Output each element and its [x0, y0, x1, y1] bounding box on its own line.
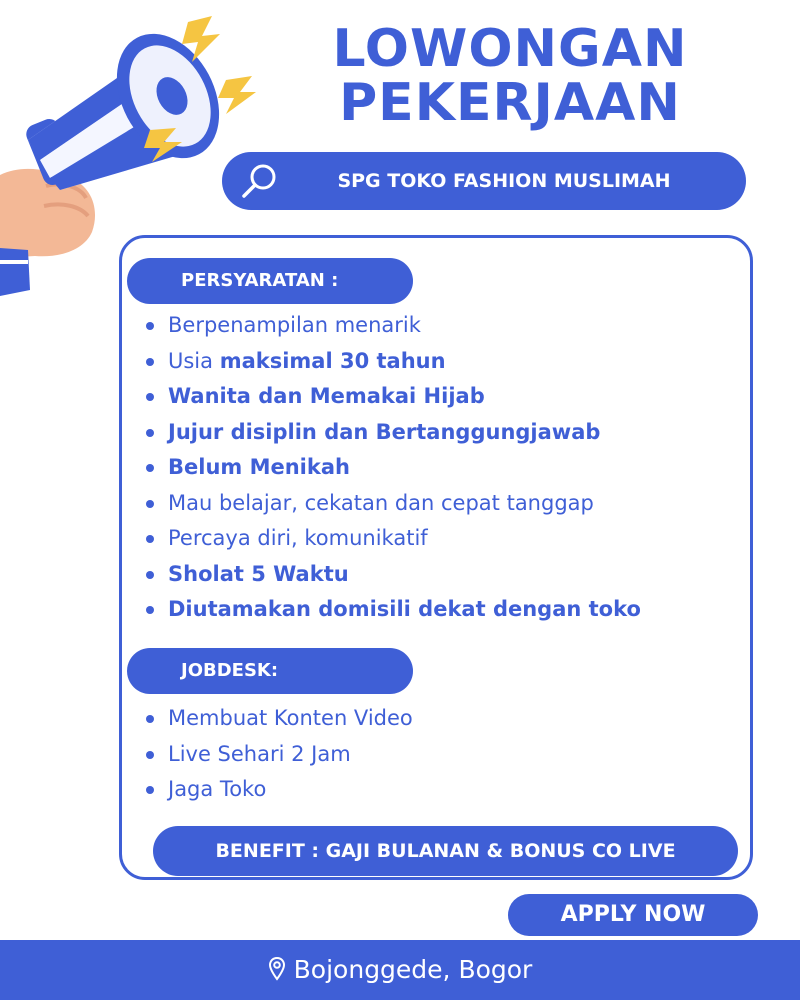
title-line-1: LOWONGAN [332, 19, 688, 79]
jobdesk-item: Jaga Toko [142, 772, 413, 808]
position-title: SPG TOKO FASHION MUSLIMAH [337, 170, 671, 192]
requirement-item [142, 344, 641, 380]
apply-now-button[interactable]: APPLY NOW [508, 894, 758, 936]
requirement-item: Berpenampilan menarik [142, 308, 641, 344]
requirement-item: Jujur disiplin dan Bertanggungjawab [142, 415, 641, 451]
requirement-item: Belum Menikah [142, 450, 641, 486]
requirement-item: Wanita dan Memakai Hijab [142, 379, 641, 415]
requirement-emphasis: maksimal 30 tahun [219, 348, 446, 373]
requirements-list [142, 308, 641, 628]
location-text: Bojonggede, Bogor [293, 955, 533, 984]
requirement-item: Mau belajar, cekatan dan cepat tanggap [142, 486, 641, 522]
jobdesk-item: Membuat Konten Video [142, 701, 413, 737]
requirements-header: PERSYARATAN : [127, 258, 413, 304]
jobdesk-header: JOBDESK: [127, 648, 413, 694]
position-banner [222, 152, 746, 210]
title-line-2: PEKERJAAN [339, 73, 681, 133]
jobdesk-list [142, 701, 413, 808]
location-footer [0, 940, 800, 1000]
search-icon [236, 158, 282, 204]
jobdesk-item: Live Sehari 2 Jam [142, 737, 413, 773]
benefit-banner: BENEFIT : GAJI BULANAN & BONUS CO LIVE [153, 826, 738, 876]
requirement-item: Diutamakan domisili dekat dengan toko [142, 592, 641, 628]
requirement-item: Sholat 5 Waktu [142, 557, 641, 593]
location-pin-icon [268, 956, 286, 982]
requirement-text: Usia [168, 348, 220, 373]
page-title [300, 19, 720, 133]
requirement-item: Percaya diri, komunikatif [142, 521, 641, 557]
